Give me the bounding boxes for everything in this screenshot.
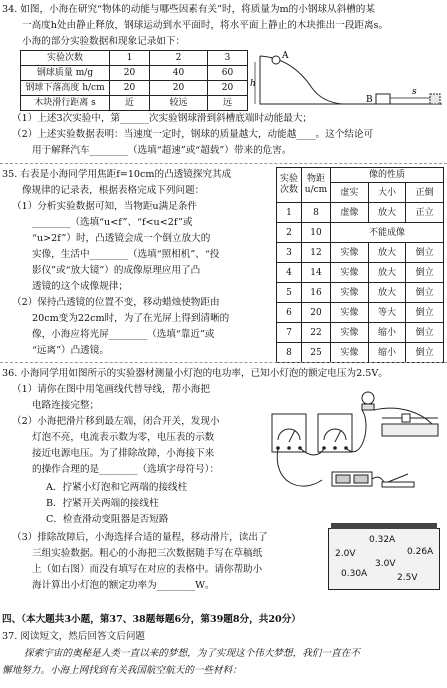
label-b: B bbox=[366, 95, 373, 105]
q35-cell: 虚像 bbox=[331, 203, 369, 223]
q35-line: 实像，生活中________（选填“照相机”、“投 bbox=[32, 249, 220, 260]
q35-subheader: 正倒 bbox=[406, 183, 444, 203]
q34-cell: 20 bbox=[110, 66, 150, 81]
q35-header-nature: 像的性质 bbox=[331, 168, 444, 183]
q35-cell: 6 bbox=[277, 303, 302, 323]
q37-heading: 37. 阅读短文，然后回答文后问题 bbox=[2, 631, 146, 642]
q34-header-cell: 1 bbox=[110, 51, 150, 66]
q35-cell: 16 bbox=[302, 283, 331, 303]
divider bbox=[0, 163, 447, 164]
q34-cell: 木块滑行距离 s bbox=[21, 96, 110, 111]
q34-header-cell: 实验次数 bbox=[21, 51, 110, 66]
q34-line: 34. 如图，小海在研究“物体的动能与哪些因素有关”时，将质量为m的小钢球从斜槽的某 bbox=[2, 4, 375, 15]
q36-line: 海计算出小灯泡的额定功率为________W。 bbox=[32, 580, 215, 591]
label-h: h bbox=[250, 79, 256, 89]
q36-line: 上（如右图）而没有填写在对应的表格中。请你帮助小 bbox=[32, 564, 263, 575]
q34-cell: 20 bbox=[149, 81, 207, 96]
q36-line: （1）请你在图中用笔画线代替导线，帮小海把 bbox=[12, 384, 210, 395]
q36-draft-paper bbox=[328, 528, 440, 590]
q35-cell: 8 bbox=[277, 343, 302, 363]
q36-line: 接近电源电压。为了排除故障，小海接下来 bbox=[32, 448, 215, 459]
q35-subheader: 虚实 bbox=[331, 183, 369, 203]
q35-cell: 实像 bbox=[331, 283, 369, 303]
q36-line: 的操作合理的是________（选填字母符号）： bbox=[32, 464, 220, 475]
q37-passage-line: 懈地努力。小海上网找到有关我国航空航天的一些材料： bbox=[2, 665, 242, 676]
q34-cell: 钢球下落高度 h/cm bbox=[21, 81, 110, 96]
q35-line: “远离”）凸透镜。 bbox=[32, 345, 109, 356]
q34-cell: 较远 bbox=[149, 96, 207, 111]
label-s: s bbox=[412, 87, 417, 97]
q35-lens-table bbox=[276, 167, 444, 363]
q35-cell: 倒立 bbox=[406, 343, 444, 363]
q35-cell: 12 bbox=[302, 243, 331, 263]
q35-cell: 实像 bbox=[331, 323, 369, 343]
q35-cell: 20 bbox=[302, 303, 331, 323]
q36-line: 电路连接完整； bbox=[32, 400, 100, 411]
q35-cell: 等大 bbox=[368, 303, 406, 323]
draft-value: 2.5V bbox=[397, 573, 418, 583]
q35-cell: 实像 bbox=[331, 343, 369, 363]
q35-cell: 放大 bbox=[368, 243, 406, 263]
q34-ramp-figure bbox=[252, 48, 447, 112]
q35-cell: 放大 bbox=[368, 203, 406, 223]
label-a: A bbox=[282, 51, 289, 61]
q34-cell: 钢球质量 m/g bbox=[21, 66, 110, 81]
q35-cell: 实像 bbox=[331, 243, 369, 263]
q34-line: 一高度h处由静止释放，钢球运动到水平面时，将水平面上静止的木块推出一段距离s。 bbox=[22, 20, 389, 31]
q34-data-table bbox=[20, 50, 248, 111]
q35-cell: 14 bbox=[302, 263, 331, 283]
q35-cell: 实像 bbox=[331, 303, 369, 323]
q35-cell: 放大 bbox=[368, 263, 406, 283]
q36-option-a: A．拧紧小灯泡和它两端的接线柱 bbox=[46, 482, 188, 493]
q35-cell: 放大 bbox=[368, 283, 406, 303]
q36-circuit-figure bbox=[262, 384, 445, 524]
draft-value: 2.0V bbox=[335, 549, 356, 559]
q36-option-b: B．拧紧开关两端的接线柱 bbox=[46, 498, 159, 509]
q35-line: “u>2f”）时，凸透镜会成一个倒立放大的 bbox=[32, 233, 211, 244]
q35-line: （1）分析实验数据可知，当物距u满足条件 bbox=[12, 201, 197, 212]
q34-answer-line: （2）上述实验数据表明：当速度一定时，钢球的质量越大，动能越____。这个结论可 bbox=[12, 129, 374, 140]
draft-value: 0.26A bbox=[407, 547, 434, 557]
draft-value: 3.0V bbox=[375, 559, 396, 569]
q35-cell: 1 bbox=[277, 203, 302, 223]
q35-cell: 8 bbox=[302, 203, 331, 223]
q35-cell: 4 bbox=[277, 263, 302, 283]
q35-cell: 倒立 bbox=[406, 323, 444, 343]
q35-cell: 实像 bbox=[331, 263, 369, 283]
q34-answer-line: 用于解释汽车________（选填“超速”或“超载”）带来的危害。 bbox=[32, 145, 292, 156]
q34-cell: 60 bbox=[208, 66, 248, 81]
q35-line: 20cm变为22cm时，为了在光屏上得到清晰的 bbox=[32, 313, 230, 324]
q35-cell: 倒立 bbox=[406, 243, 444, 263]
q34-line: 小海的部分实验数据和现象记录如下： bbox=[22, 36, 186, 47]
q35-cell: 倒立 bbox=[406, 303, 444, 323]
q35-line: 像，小海应将光屏________（选填“靠近”或 bbox=[32, 329, 215, 340]
q35-line: 35. 右表是小海同学用焦距f=10cm的凸透镜探究其成 bbox=[2, 169, 232, 180]
q35-cell: 缩小 bbox=[368, 343, 406, 363]
q37-passage-line: 探索宇宙的奥秘是人类一直以来的梦想，为了实现这个伟大梦想，我们一直在不 bbox=[24, 648, 360, 659]
q35-cell: 25 bbox=[302, 343, 331, 363]
q35-cell: 3 bbox=[277, 243, 302, 263]
q35-header-distance: 物距u/cm bbox=[302, 168, 331, 203]
q34-cell: 40 bbox=[149, 66, 207, 81]
q36-line: 三组实验数据。粗心的小海把三次数据随手写在草稿纸 bbox=[32, 548, 263, 559]
section-4-heading: 四、（本大题共3小题，第37、38题每题6分，第39题8分，共20分） bbox=[2, 614, 301, 625]
draft-value: 0.32A bbox=[369, 535, 396, 545]
q35-line: 影仪”或“放大镜”）的成像原理应用了凸 bbox=[32, 265, 201, 276]
q34-cell: 远 bbox=[208, 96, 248, 111]
q35-subheader: 大小 bbox=[368, 183, 406, 203]
q34-header-cell: 3 bbox=[208, 51, 248, 66]
draft-value: 0.30A bbox=[341, 569, 368, 579]
q34-cell: 20 bbox=[208, 81, 248, 96]
q34-header-cell: 2 bbox=[149, 51, 207, 66]
q35-cell: 倒立 bbox=[406, 283, 444, 303]
q36-line: （3）排除故障后，小海选择合适的量程，移动滑片，读出了 bbox=[12, 532, 268, 543]
q35-cell: 7 bbox=[277, 323, 302, 343]
q35-line: ________（选填“u<f”、“f<u<2f”或 bbox=[32, 217, 193, 228]
divider bbox=[0, 362, 447, 363]
q34-cell: 20 bbox=[110, 81, 150, 96]
q35-cell: 10 bbox=[302, 223, 331, 243]
q36-option-c: C．检查滑动变阻器是否短路 bbox=[46, 514, 169, 525]
q35-line: 透镜的这个成像规律； bbox=[32, 281, 128, 292]
q35-cell: 不能成像 bbox=[331, 223, 444, 243]
q35-line: 像规律的记录表，根据表格完成下列问题： bbox=[22, 185, 205, 196]
q35-cell: 5 bbox=[277, 283, 302, 303]
q35-cell: 2 bbox=[277, 223, 302, 243]
draft-clip bbox=[331, 523, 437, 529]
q36-line: 36. 小海同学用如图所示的实验器材测量小灯泡的电功率，已知小灯泡的额定电压为2.5V。 bbox=[2, 368, 388, 379]
q34-answer-line: （1）上述3次实验中，第______次实验钢球滑到斜槽底端时动能最大； bbox=[12, 113, 313, 124]
q34-cell: 近 bbox=[110, 96, 150, 111]
q35-cell: 正立 bbox=[406, 203, 444, 223]
q35-cell: 22 bbox=[302, 323, 331, 343]
q35-cell: 缩小 bbox=[368, 323, 406, 343]
q35-header-trial: 实验次数 bbox=[277, 168, 302, 203]
q36-line: （2）小海把滑片移到最左端，闭合开关，发现小 bbox=[12, 416, 220, 427]
q35-line: （2）保持凸透镜的位置不变，移动蜡烛使物距由 bbox=[12, 297, 220, 308]
q35-cell: 倒立 bbox=[406, 263, 444, 283]
q36-line: 灯泡不亮，电流表示数为零，电压表的示数 bbox=[32, 432, 215, 443]
